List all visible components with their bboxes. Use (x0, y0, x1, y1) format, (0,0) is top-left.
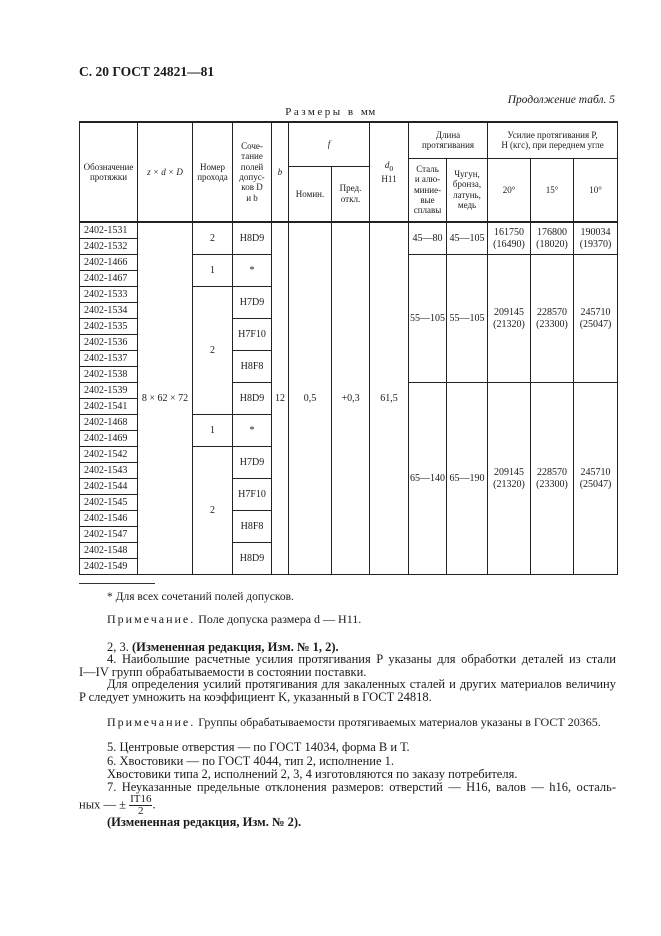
cell-len-steel-3: 65—140 (409, 383, 447, 575)
force15-2-k: (23300) (536, 318, 568, 330)
th-len-steel-l3: миние- (413, 184, 442, 195)
cell-zdD: 8 × 62 × 72 (138, 222, 193, 575)
it16-fraction (129, 794, 152, 817)
th-d0 (370, 122, 409, 222)
force20-1-k: (16490) (493, 238, 525, 250)
cell-force15-3 (531, 383, 574, 575)
note-1-label: Примечание. (107, 612, 196, 626)
table-row-designation: 2402-1469 (80, 431, 138, 447)
table-row-designation: 2402-1539 (80, 383, 138, 399)
cell-fit-8: H7D9 (233, 447, 272, 479)
fraction-denominator: 2 (138, 805, 144, 817)
para-4-line-1: 4. Наибольшие расчетные усилия протягивания P указаны для обработки деталей из стали (107, 652, 616, 666)
th-fits-l1: Соче- (241, 140, 263, 151)
cell-pass-4: 1 (193, 415, 233, 447)
th-angle-15: 15° (531, 158, 574, 222)
th-pass-number: Номер прохода (193, 122, 233, 222)
cell-fit-3: H7D9 (233, 287, 272, 319)
continuation-label: Продолжение табл. 5 (507, 94, 615, 106)
footnote-divider (79, 583, 155, 584)
para-2-3-change: (Измененная редакция, Изм. № 1, 2). (132, 640, 339, 654)
para-4b-line-2: P следует умножить на коэффициент K, указанный в ГОСТ 24818. (79, 690, 432, 704)
th-len-steel-l1: Сталь (416, 163, 439, 174)
note-2 (107, 715, 601, 730)
table-row-designation: 2402-1468 (80, 415, 138, 431)
force20-3-k: (21320) (493, 478, 525, 490)
th-force-l1: Усилие протягивания P, (507, 129, 598, 140)
th-len-iron-l1: Чугун, (454, 169, 480, 180)
th-b: b (272, 122, 289, 222)
cell-pass-3: 2 (193, 287, 233, 415)
cell-fit-10: H8F8 (233, 511, 272, 543)
force10-1-n: 190034 (580, 227, 611, 238)
table-row-designation: 2402-1538 (80, 367, 138, 383)
cell-len-steel-2: 55—105 (409, 255, 447, 383)
th-f-nom: Номин. (289, 166, 332, 222)
cell-fit-5: H8F8 (233, 351, 272, 383)
th-length-l2: протягивания (421, 140, 475, 151)
th-d0-sub: 0 (389, 163, 394, 173)
para-5: 5. Центровые отверстия — по ГОСТ 14034, форма В и Т. (107, 740, 410, 754)
table-row-designation: 2402-1532 (80, 239, 138, 255)
cell-force20-2 (488, 255, 531, 383)
th-designation: Обозначение протяжки (80, 122, 138, 222)
cell-b: 12 (272, 222, 289, 575)
cell-f-dev: +0,3 (332, 222, 370, 575)
table-row-designation: 2402-1466 (80, 255, 138, 271)
cell-d0: 61,5 (370, 222, 409, 575)
cell-f-nom: 0,5 (289, 222, 332, 575)
th-d0-letter: d (384, 160, 390, 171)
table-row-designation: 2402-1533 (80, 287, 138, 303)
table-row-designation: 2402-1467 (80, 271, 138, 287)
cell-len-steel-1: 45—80 (409, 222, 447, 255)
note-2-label: Примечание. (107, 715, 196, 729)
th-len-iron-l3: латунь, (453, 189, 481, 200)
cell-fit-9: H7F10 (233, 479, 272, 511)
force10-2-k: (25047) (579, 318, 612, 330)
th-length (409, 122, 488, 158)
para-6b: Хвостовики типа 2, исполнений 2, 3, 4 изготовляются по заказу потребителя. (107, 767, 518, 781)
table-row-designation: 2402-1549 (80, 559, 138, 575)
para-4-line-2: I—IV групп обрабатываемости в состоянии поставки. (79, 665, 367, 679)
para-7-line-2 (79, 794, 616, 817)
th-len-iron-l2: бронза, (452, 179, 482, 190)
cell-fit-7: * (233, 415, 272, 447)
force20-3-n: 209145 (494, 467, 525, 478)
cell-fit-4: H7F10 (233, 319, 272, 351)
cell-len-iron-3: 65—190 (447, 383, 488, 575)
para-7-suffix: . (152, 797, 156, 812)
cell-pass-5: 2 (193, 447, 233, 575)
force10-2-n: 245710 (580, 307, 611, 318)
table-row-designation: 2402-1546 (80, 511, 138, 527)
force10-3-n: 245710 (580, 467, 611, 478)
para-2-3-num: 2, 3. (107, 640, 132, 654)
table-row-designation: 2402-1541 (80, 399, 138, 415)
force10-1-k: (19370) (579, 238, 612, 250)
footnote: * Для всех сочетаний полей допусков. (107, 591, 294, 603)
table-row-designation: 2402-1537 (80, 351, 138, 367)
th-len-steel-l4: вые (420, 194, 435, 205)
force15-1-n: 176800 (537, 227, 568, 238)
table-row-designation: 2402-1536 (80, 335, 138, 351)
cell-force10-2 (574, 255, 618, 383)
cell-fit-1: H8D9 (233, 222, 272, 255)
th-fits-l6: и b (246, 192, 258, 203)
table-row-designation: 2402-1548 (80, 543, 138, 559)
force20-2-k: (21320) (493, 318, 525, 330)
th-fits-l4: допус- (239, 172, 265, 182)
th-fits-l2: тание (241, 151, 263, 162)
broach-table (79, 121, 618, 575)
force10-3-k: (25047) (579, 478, 612, 490)
force20-1-n: 161750 (494, 227, 525, 238)
th-f: f (289, 122, 370, 166)
th-force (488, 122, 618, 158)
cell-fit-11: H8D9 (233, 543, 272, 575)
dimensions-caption (0, 106, 661, 118)
table-row-designation: 2402-1535 (80, 319, 138, 335)
th-fits-l5: ков D (241, 182, 263, 193)
table-row-designation: 2402-1534 (80, 303, 138, 319)
cell-force20-3 (488, 383, 531, 575)
para-4b-line-1: Для определения усилий протягивания для закаленных сталей и других материалов величину (107, 677, 616, 691)
cell-force20-1 (488, 222, 531, 255)
note-1 (107, 612, 361, 627)
th-f-dev (332, 166, 370, 222)
th-f-dev-l1: Пред. (339, 183, 362, 194)
th-length-l1: Длина (435, 129, 461, 140)
table-row-designation: 2402-1545 (80, 495, 138, 511)
cell-len-iron-2: 55—105 (447, 255, 488, 383)
note-1-text: Поле допуска размера d — H11. (195, 612, 362, 626)
fraction-numerator: IT16 (130, 793, 152, 805)
para-7-line-1: 7. Неуказанные предельные отклонения размеров: отверстий — H16, валов — h16, осталь- (107, 780, 616, 794)
table-row-designation: 2402-1543 (80, 463, 138, 479)
th-len-steel-l5: сплавы (413, 205, 442, 216)
para-6: 6. Хвостовики — по ГОСТ 4044, тип 2, исполнение 1. (107, 754, 394, 768)
table-row-designation: 2402-1531 (80, 222, 138, 239)
th-len-steel (409, 158, 447, 222)
cell-len-iron-1: 45—105 (447, 222, 488, 255)
force15-2-n: 228570 (537, 307, 568, 318)
th-force-l2: Н (кгс), при переднем угле (501, 140, 604, 151)
force20-2-n: 209145 (494, 307, 525, 318)
para-7-change: (Измененная редакция, Изм. № 2). (107, 815, 302, 829)
table-row-designation: 2402-1542 (80, 447, 138, 463)
cell-pass-1: 2 (193, 222, 233, 255)
force15-1-k: (18020) (536, 238, 568, 250)
force15-3-k: (23300) (536, 478, 568, 490)
dimensions-caption-main: Размеры в (285, 106, 356, 118)
th-fits-l3: полей (240, 161, 264, 172)
th-len-steel-l2: и алю- (414, 174, 441, 185)
dimensions-caption-unit: мм (360, 106, 376, 118)
cell-force10-1 (574, 222, 618, 255)
th-f-dev-l2: откл. (340, 193, 361, 204)
table-row-designation: 2402-1544 (80, 479, 138, 495)
cell-fit-2: * (233, 255, 272, 287)
th-zdD: z × d × D (138, 122, 193, 222)
para-7-prefix: ных — ± (79, 797, 126, 812)
cell-fit-6: H8D9 (233, 383, 272, 415)
table-row-designation: 2402-1547 (80, 527, 138, 543)
note-2-text: Группы обрабатываемости протягиваемых материалов указаны в ГОСТ 20365. (195, 715, 601, 729)
force15-3-n: 228570 (537, 467, 568, 478)
th-len-iron-l4: медь (457, 200, 477, 211)
cell-force10-3 (574, 383, 618, 575)
th-fits (233, 122, 272, 222)
th-angle-10: 10° (574, 158, 618, 222)
cell-force15-2 (531, 255, 574, 383)
cell-force15-1 (531, 222, 574, 255)
th-angle-20: 20° (488, 158, 531, 222)
page-header: С. 20 ГОСТ 24821—81 (79, 64, 215, 79)
th-d0-tol: H11 (381, 173, 397, 184)
cell-pass-2: 1 (193, 255, 233, 287)
th-len-iron (447, 158, 488, 222)
